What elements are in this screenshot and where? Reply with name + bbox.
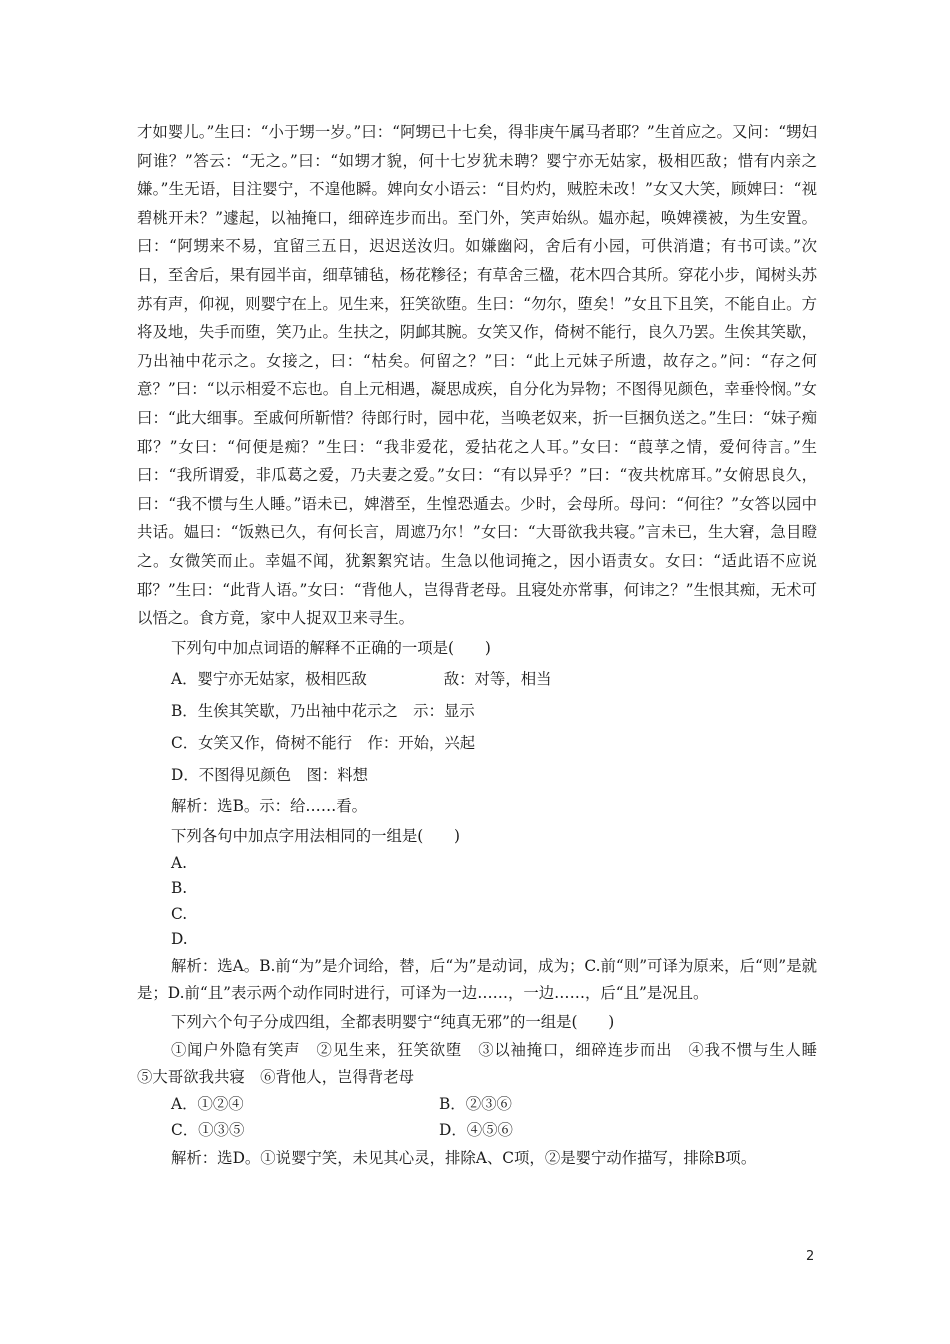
question-1-option-b: B．生俟其笑歇，乃出袖中花示之 示：显示	[171, 701, 475, 720]
question-3-option-a: A．①②④	[171, 1094, 244, 1113]
question-2-option-b: B.	[171, 879, 188, 898]
question-1-option-c: C．女笑又作，倚树不能行 作：开始，兴起	[171, 733, 476, 752]
question-3-option-c: C．①③⑤	[171, 1120, 245, 1139]
question-2-option-d: D.	[171, 930, 188, 949]
question-3-sentences: ①闻户外隐有笑声 ②见生来，狂笑欲堕 ③以袖掩口，细碎连步而出 ④我不惯与生人睡 ⑤大哥欲我共寝 ⑥背他人，岂得背老母	[137, 1040, 833, 1086]
question-3-option-b: B．②③⑥	[439, 1094, 512, 1113]
question-3-analysis: 解析：选D。①说婴宁笑，未见其心灵，排除A、C项，②是婴宁动作描写，排除B项。	[171, 1148, 757, 1167]
question-3-options-row-1	[137, 1091, 817, 1117]
question-3-options-row-2	[137, 1117, 817, 1143]
document-body	[137, 118, 833, 1173]
question-3-option-d: D．④⑤⑥	[439, 1120, 513, 1139]
question-2-analysis: 解析：选A。B.前“为”是介词给，替，后“为”是动词，成为；C.前“则”可译为原来，后“则”是就是；D.前“且”表示两个动作同时进行，可译为一边……，一边……，后“且”是况且。	[137, 956, 817, 1002]
question-1-stem: 下列句中加点词语的解释不正确的一项是( )	[171, 638, 491, 657]
question-1-option-a: A．婴宁亦无姑家，极相匹敌 敌：对等，相当	[171, 669, 552, 688]
question-1-analysis: 解析：选B。示：给……看。	[171, 796, 367, 815]
question-2-option-a: A.	[171, 853, 188, 872]
question-2-stem: 下列各句中加点字用法相同的一组是( )	[171, 826, 461, 845]
passage-text: 才如婴儿。”生曰：“小于甥一岁。”曰：“阿甥已十七矣，得非庚午属马者耶？”生首应之。又问：“甥妇阿谁？”答云：“无之。”曰：“如甥才貌，何十七岁犹未聘？婴宁亦无姑家，极相匹敌；惜有内亲之嫌。”生无语，目注婴宁，不遑他瞬。婢向女小语云：“目灼灼，贼腔未改！”女又大笑，顾婢曰：“视碧桃开未？”遽起，以袖掩口，细碎连步而出。至门外，笑声始纵。媪亦起，唤婢襆被，为生安置。曰：“阿甥来不易，宜留三五日，迟迟送汝归。如嫌幽闷，舍后有小园，可供消遣；有书可读。”次日，至舍后，果有园半亩，细草铺毡，杨花糁径；有草舍三楹，花木四合其所。穿花小步，闻树头苏苏有声，仰视，则婴宁在上。见生来，狂笑欲堕。生曰：“勿尔，堕矣！”女且下且笑，不能自止。方将及地，失手而堕，笑乃止。生扶之，阴䘏其腕。女笑又作，倚树不能行，良久乃罢。生俟其笑歇，乃出袖中花示之。女接之，曰：“枯矣。何留之？”曰：“此上元妹子所遗，故存之。”问：“存之何意？”曰：“以示相爱不忘也。自上元相遇，凝思成疾，自分化为异物；不图得见颜色，幸垂怜悯。”女曰：“此大细事。至戚何所靳惜？待郎行时，园中花，当唤老奴来，折一巨捆负送之。”生曰：“妹子痴耶？”女曰：“何便是痴？”生曰：“我非爱花，爱拈花之人耳。”女曰：“葭莩之情，爱何待言。”生曰：“我所谓爱，非瓜葛之爱，乃夫妻之爱。”女曰：“有以异乎？”曰：“夜共枕席耳。”女俯思良久，曰：“我不惯与生人睡。”语未已，婢潜至，生惶恐遁去。少时，会母所。母问：“何往？”女答以园中共话。媪曰：“饭熟已久，有何长言，周遮乃尔！”女曰：“大哥欲我共寝。”言未已，生大窘，急目瞪之。女微笑而止。幸媪不闻，犹絮絮究诘。生急以他词掩之，因小语责女。女曰：“适此语不应说耶？”生曰：“此背人语。”女曰：“背他人，岂得背老母。且寝处亦常事，何讳之？”生恨其痴，无术可以悟之。食方竟，家中人捉双卫来寻生。	[137, 123, 817, 628]
question-3-stem: 下列六个句子分成四组，全都表明婴宁“纯真无邪”的一组是( )	[171, 1012, 615, 1031]
question-1-option-d: D．不图得见颜色 图：料想	[171, 765, 369, 784]
question-2-option-c: C.	[171, 904, 188, 923]
page-number: 2	[806, 1249, 815, 1264]
